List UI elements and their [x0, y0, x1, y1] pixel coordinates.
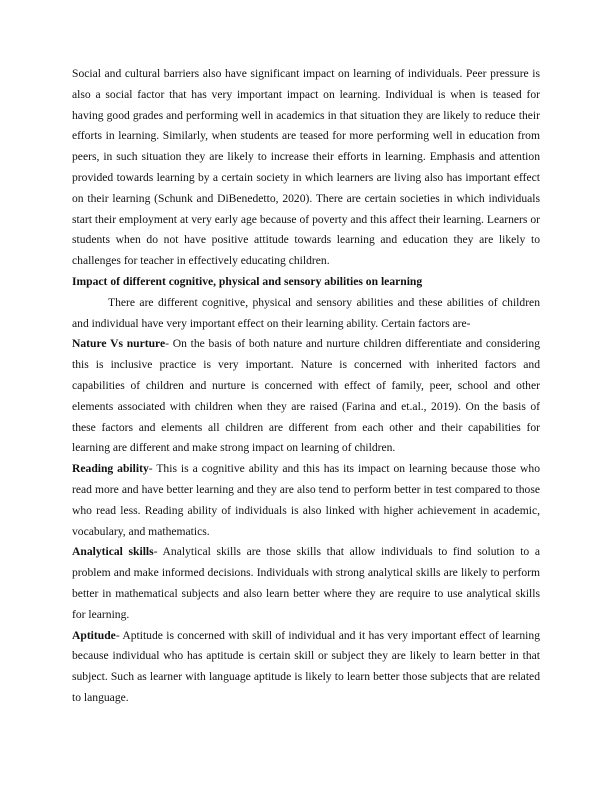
section-heading: Impact of different cognitive, physical and sensory abilities on learning	[72, 274, 423, 288]
paragraph-reading-ability	[72, 459, 540, 542]
text-reading-ability: - This is a cognitive ability and this has its impact on learning because those who read more and have better learning and they are also tend to perform better in test compared to those who read less. Reading ability of individuals is also linked with higher achievement in academic, vocabulary, and mathematics.	[72, 462, 540, 538]
term-nature-nurture: Nature Vs nurture	[72, 337, 166, 351]
paragraph-intro: There are different cognitive, physical and sensory abilities and these abilities of children and individual have very important effect on their learning ability. Certain factors are-	[72, 295, 540, 330]
term-reading-ability: Reading ability	[72, 462, 149, 476]
text-nature-nurture: - On the basis of both nature and nurture children differentiate and considering this is inclusive practice is very important. Nature is concerned with inherited factors and capabilities of children and nurture is concerned with effect of family, peer, school and other elements associated with children when they are raised (Farina and et.al., 2019). On the basis of these factors and elements all children are different from each other and their capabilities for learning are different and make strong impact on learning of children.	[72, 337, 541, 455]
paragraph-social-barriers: Social and cultural barriers also have significant impact on learning of individuals. Peer pressure is also a social factor that has very important impact on learning. Individual is when is teased for having good grades and performing well in academics in that situation they are likely to reduce their efforts in learning. Similarly, when students are teased for more performing well in education from peers, in such situation they are likely to increase their efforts in learning. Emphasis and attention provided towards learning by a certain society in which learners are living also has important effect on their learning (Schunk and DiBenedetto, 2020). There are certain societies in which individuals start their employment at very early age because of poverty and this affect their learning. Learners or students when do not have positive attitude towards learning and education they are likely to challenges for teacher in effectively educating children.	[72, 67, 540, 268]
document-page	[72, 64, 540, 709]
text-analytical-skills: - Analytical skills are those skills that allow individuals to find solution to a problem and make informed decisions. Individuals with strong analytical skills are likely to perform better in mathematical subjects and also learn better where they are require to use analytical skills for learning.	[72, 545, 541, 621]
paragraph-analytical-skills	[72, 542, 540, 625]
term-aptitude: Aptitude	[72, 628, 116, 642]
term-analytical-skills: Analytical skills	[72, 545, 154, 559]
paragraph-aptitude	[72, 626, 540, 709]
text-aptitude: - Aptitude is concerned with skill of individual and it has very important effect of learning because individual who has aptitude is certain skill or subject they are likely to learn better in that subject. Such as learner with language aptitude is likely to learn better those subjects that are related to language.	[72, 628, 540, 704]
paragraph-nature-nurture	[72, 334, 540, 459]
